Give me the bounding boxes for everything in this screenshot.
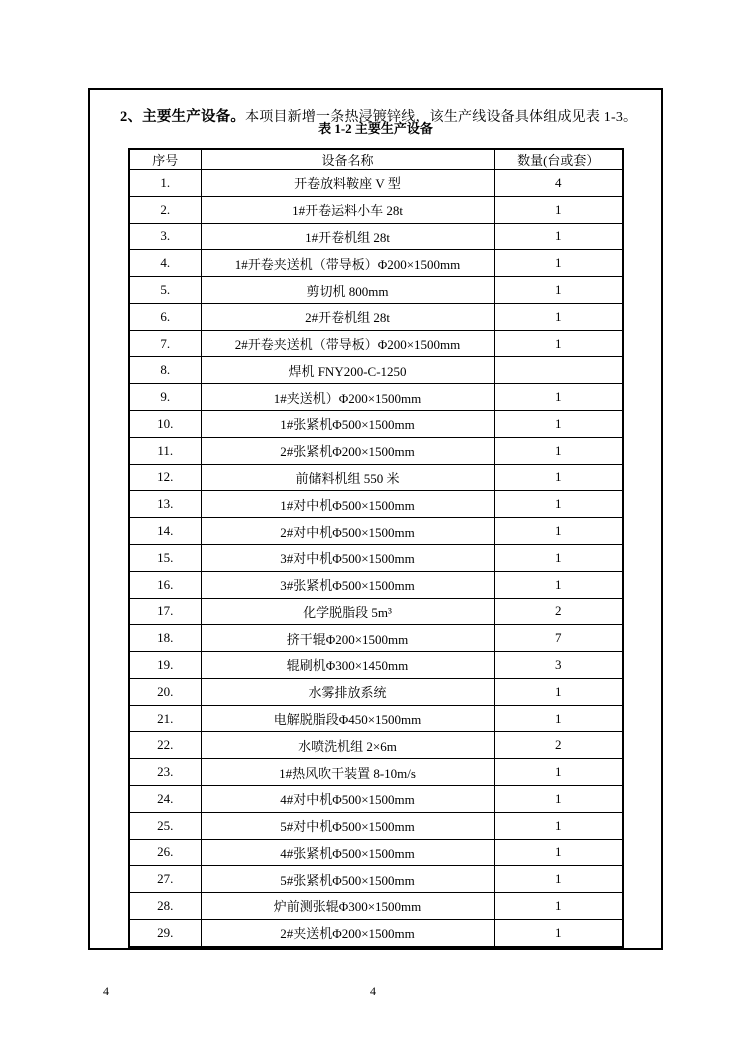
page-number-center: 4 [370, 984, 376, 998]
table-row [129, 384, 623, 411]
cell-quantity: 1 [494, 839, 623, 866]
column-header-equipment-name: 设备名称 [201, 149, 494, 170]
cell-equipment-name: 2#对中机Φ500×1500mm [201, 518, 494, 545]
table-row [129, 571, 623, 598]
equipment-rows [129, 170, 623, 948]
cell-quantity: 1 [494, 330, 623, 357]
document-content-frame [88, 88, 663, 950]
cell-serial: 25. [129, 812, 201, 839]
cell-equipment-name: 2#开卷机组 28t [201, 303, 494, 330]
cell-serial: 7. [129, 330, 201, 357]
section-body-text: 本项目新增一条热浸镀锌线，该生产线设备具体组成见表 1-3。 [245, 110, 638, 125]
table-row [129, 839, 623, 866]
cell-quantity: 1 [494, 464, 623, 491]
table-row [129, 866, 623, 893]
cell-equipment-name: 3#张紧机Φ500×1500mm [201, 571, 494, 598]
cell-equipment-name: 焊机 FNY200-C-1250 [201, 357, 494, 384]
cell-serial: 6. [129, 303, 201, 330]
cell-equipment-name: 4#对中机Φ500×1500mm [201, 785, 494, 812]
cell-equipment-name: 电解脱脂段Φ450×1500mm [201, 705, 494, 732]
table-row [129, 759, 623, 786]
table-row [129, 223, 623, 250]
cell-equipment-name: 5#对中机Φ500×1500mm [201, 812, 494, 839]
cell-equipment-name: 1#开卷机组 28t [201, 223, 494, 250]
cell-serial: 28. [129, 893, 201, 920]
column-header-serial: 序号 [129, 149, 201, 170]
cell-equipment-name: 2#开卷夹送机（带导板）Φ200×1500mm [201, 330, 494, 357]
cell-quantity: 1 [494, 384, 623, 411]
table-row [129, 411, 623, 438]
cell-serial: 15. [129, 544, 201, 571]
cell-quantity: 2 [494, 732, 623, 759]
cell-quantity: 1 [494, 893, 623, 920]
cell-quantity: 1 [494, 759, 623, 786]
table-caption: 表 1-2 主要生产设备 [318, 121, 433, 136]
table-row [129, 437, 623, 464]
cell-quantity: 1 [494, 571, 623, 598]
cell-serial: 5. [129, 277, 201, 304]
cell-serial: 4. [129, 250, 201, 277]
table-row [129, 544, 623, 571]
cell-quantity: 1 [494, 678, 623, 705]
table-row [129, 250, 623, 277]
cell-quantity: 1 [494, 866, 623, 893]
cell-equipment-name: 1#开卷夹送机（带导板）Φ200×1500mm [201, 250, 494, 277]
cell-quantity: 3 [494, 652, 623, 679]
table-row [129, 625, 623, 652]
cell-serial: 2. [129, 196, 201, 223]
cell-equipment-name: 剪切机 800mm [201, 277, 494, 304]
cell-quantity: 1 [494, 303, 623, 330]
table-row [129, 893, 623, 920]
cell-equipment-name: 挤干辊Φ200×1500mm [201, 625, 494, 652]
cell-serial: 14. [129, 518, 201, 545]
cell-equipment-name: 3#对中机Φ500×1500mm [201, 544, 494, 571]
cell-equipment-name: 水雾排放系统 [201, 678, 494, 705]
table-row [129, 357, 623, 384]
cell-serial: 19. [129, 652, 201, 679]
cell-serial: 12. [129, 464, 201, 491]
cell-equipment-name: 化学脱脂段 5m³ [201, 598, 494, 625]
cell-quantity: 1 [494, 518, 623, 545]
equipment-table [128, 148, 624, 948]
cell-equipment-name: 1#张紧机Φ500×1500mm [201, 411, 494, 438]
table-row [129, 785, 623, 812]
table-row [129, 303, 623, 330]
table-row [129, 919, 623, 947]
cell-equipment-name: 5#张紧机Φ500×1500mm [201, 866, 494, 893]
cell-equipment-name: 1#夹送机）Φ200×1500mm [201, 384, 494, 411]
cell-serial: 8. [129, 357, 201, 384]
cell-quantity [494, 357, 623, 384]
cell-serial: 10. [129, 411, 201, 438]
cell-quantity: 4 [494, 170, 623, 197]
cell-quantity: 1 [494, 411, 623, 438]
table-row [129, 330, 623, 357]
cell-quantity: 1 [494, 919, 623, 947]
cell-serial: 26. [129, 839, 201, 866]
cell-equipment-name: 开卷放料鞍座 V 型 [201, 170, 494, 197]
cell-serial: 29. [129, 919, 201, 947]
cell-quantity: 1 [494, 491, 623, 518]
cell-equipment-name: 1#热风吹干装置 8-10m/s [201, 759, 494, 786]
cell-serial: 9. [129, 384, 201, 411]
table-row [129, 705, 623, 732]
cell-serial: 13. [129, 491, 201, 518]
table-row [129, 491, 623, 518]
cell-equipment-name: 1#开卷运料小车 28t [201, 196, 494, 223]
cell-equipment-name: 2#张紧机Φ200×1500mm [201, 437, 494, 464]
cell-serial: 1. [129, 170, 201, 197]
table-row [129, 277, 623, 304]
table-row [129, 518, 623, 545]
cell-serial: 18. [129, 625, 201, 652]
cell-quantity: 1 [494, 437, 623, 464]
table-row [129, 652, 623, 679]
table-row [129, 464, 623, 491]
cell-equipment-name: 辊刷机Φ300×1450mm [201, 652, 494, 679]
cell-equipment-name: 1#对中机Φ500×1500mm [201, 491, 494, 518]
table-row [129, 678, 623, 705]
cell-serial: 16. [129, 571, 201, 598]
cell-serial: 21. [129, 705, 201, 732]
cell-quantity: 7 [494, 625, 623, 652]
page-number-left: 4 [103, 984, 109, 998]
cell-serial: 20. [129, 678, 201, 705]
cell-serial: 23. [129, 759, 201, 786]
table-row [129, 170, 623, 197]
cell-quantity: 1 [494, 196, 623, 223]
cell-serial: 11. [129, 437, 201, 464]
table-row [129, 732, 623, 759]
cell-quantity: 1 [494, 544, 623, 571]
table-header-row [129, 149, 623, 170]
cell-quantity: 2 [494, 598, 623, 625]
table-row [129, 812, 623, 839]
cell-serial: 17. [129, 598, 201, 625]
column-header-quantity: 数量(台或套） [494, 149, 623, 170]
cell-quantity: 1 [494, 785, 623, 812]
cell-equipment-name: 炉前测张辊Φ300×1500mm [201, 893, 494, 920]
section-heading: 2、主要生产设备。 [120, 109, 246, 125]
cell-quantity: 1 [494, 705, 623, 732]
cell-serial: 22. [129, 732, 201, 759]
cell-quantity: 1 [494, 812, 623, 839]
cell-equipment-name: 4#张紧机Φ500×1500mm [201, 839, 494, 866]
cell-quantity: 1 [494, 250, 623, 277]
cell-equipment-name: 2#夹送机Φ200×1500mm [201, 919, 494, 947]
cell-equipment-name: 水喷洗机组 2×6m [201, 732, 494, 759]
cell-quantity: 1 [494, 223, 623, 250]
cell-serial: 3. [129, 223, 201, 250]
cell-serial: 24. [129, 785, 201, 812]
cell-quantity: 1 [494, 277, 623, 304]
table-row [129, 196, 623, 223]
table-row [129, 598, 623, 625]
cell-serial: 27. [129, 866, 201, 893]
cell-equipment-name: 前储料机组 550 米 [201, 464, 494, 491]
